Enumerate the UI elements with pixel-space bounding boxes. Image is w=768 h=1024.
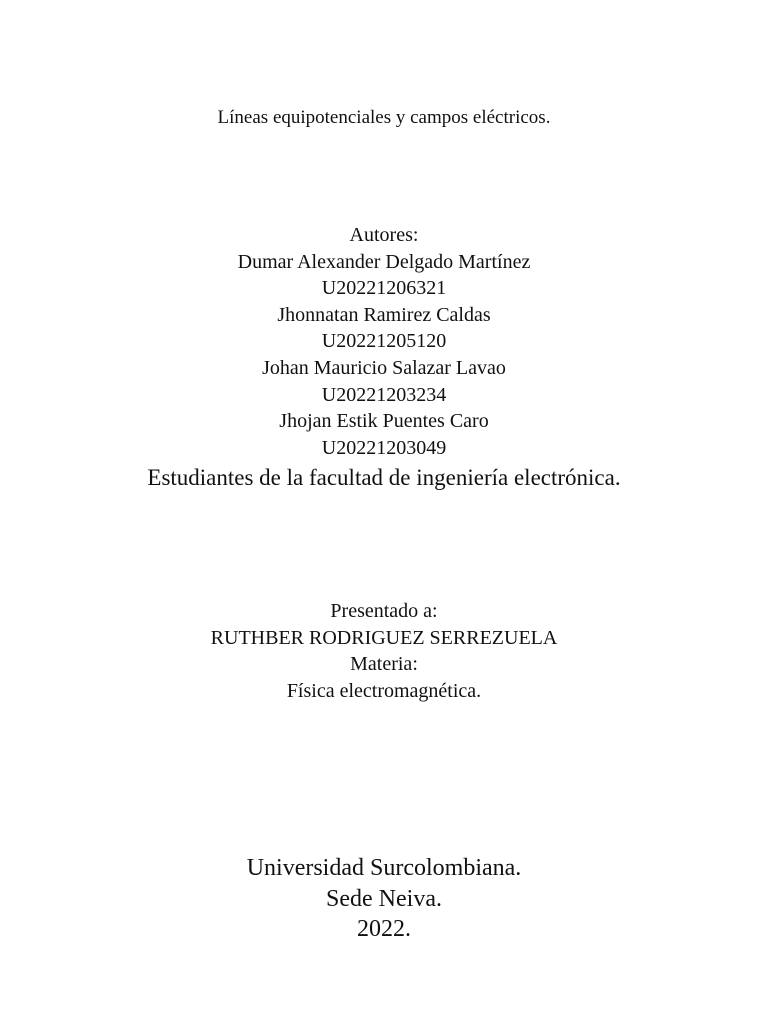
author-code: U20221203049	[321, 436, 447, 459]
authors-heading: Autores:	[349, 224, 419, 246]
document-title: Líneas equipotenciales y campos eléctricos.	[217, 107, 551, 128]
author-code: U20221203234	[321, 383, 447, 406]
author-code: U20221205120	[321, 330, 447, 353]
professor-name: RUTHBER RODRIGUEZ SERREZUELA	[210, 626, 558, 649]
author-name: Johan Mauricio Salazar Lavao	[262, 356, 506, 379]
campus-name: Sede Neiva.	[326, 885, 442, 912]
year: 2022.	[357, 916, 411, 942]
authors-section	[0, 222, 768, 461]
presented-heading: Presentado a:	[330, 600, 438, 622]
author-name: Jhojan Estik Puentes Caro	[279, 410, 489, 433]
author-code: U20221206321	[321, 277, 447, 300]
author-name: Jhonnatan Ramirez Caldas	[277, 303, 491, 326]
subject-heading: Materia:	[350, 653, 418, 675]
presented-section	[0, 598, 768, 704]
university-name: Universidad Surcolombiana.	[246, 855, 522, 881]
author-name: Dumar Alexander Delgado Martínez	[237, 250, 531, 273]
subject-name: Física electromagnética.	[286, 679, 482, 702]
institution-section	[0, 853, 768, 945]
faculty-line: Estudiantes de la facultad de ingeniería electrónica.	[147, 465, 621, 490]
